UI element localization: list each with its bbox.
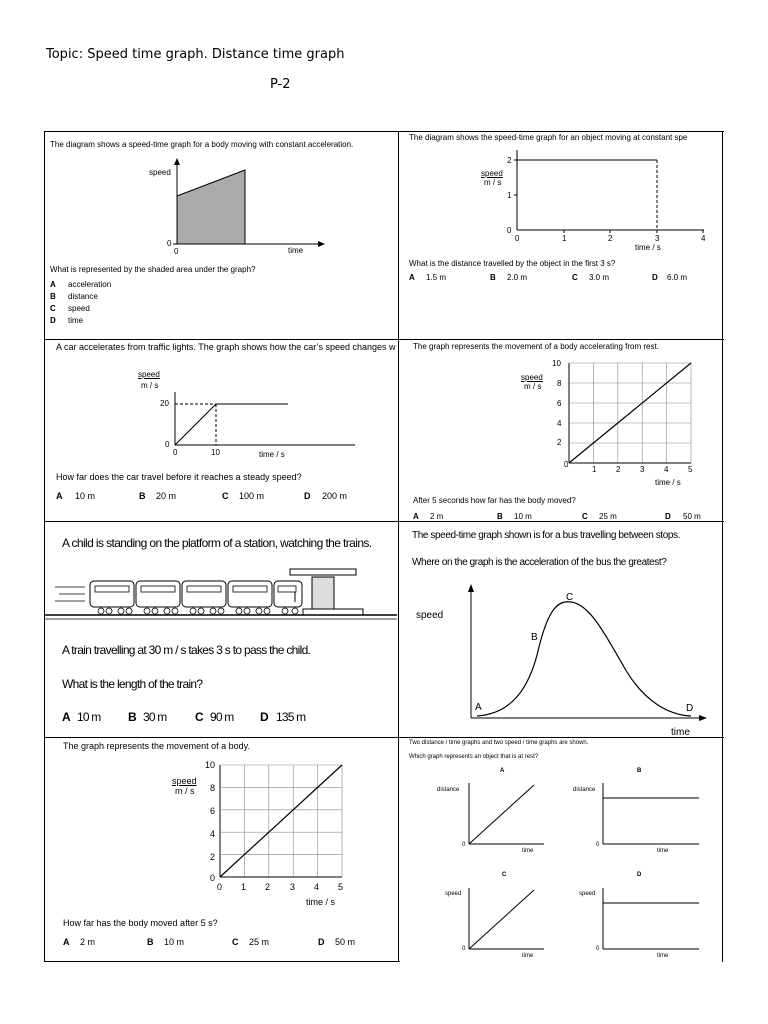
option-letter: C [232,937,239,947]
question-3 [45,340,397,520]
x-tick: 0 [217,882,223,892]
y-axis-label-top: speed [138,370,160,379]
y-tick: 8 [557,379,562,388]
option-text: 3.0 m [589,273,610,282]
y-tick: 0 [210,873,216,883]
graph-c-xlabel: time [522,953,534,959]
x-tick: 1 [241,882,247,892]
option-text: 10 m [75,491,96,501]
graph-b [603,783,699,844]
question-prompt: Which graph represents an object that is at rest? [409,754,539,760]
y-tick: 10 [205,760,216,770]
option-letter: C [50,304,56,313]
option-text: 20 m [156,491,177,501]
option-letter: D [304,491,311,501]
graph-b-xlabel: time [657,848,669,854]
graph-d-zero: 0 [596,946,600,952]
option-letter: A [62,710,71,724]
question-prompt: After 5 seconds how far has the body moved? [413,496,576,505]
option-text: 2 m [430,512,444,520]
option-letter: B [490,273,496,282]
graph-b-ylabel: distance [573,787,596,793]
question-2 [399,132,722,338]
graph-a-zero: 0 [462,842,466,848]
option-text: 2.0 m [507,273,528,282]
y-axis-label-top: speed [521,373,543,382]
page-number: P-2 [270,77,291,92]
y-axis-label-top: speed [172,776,197,786]
y-tick: 1 [507,191,512,200]
y-tick-20: 20 [160,399,169,408]
y-tick: 0 [507,226,512,235]
y-axis-label-top: speed [481,169,503,178]
option-text: 30 m [143,710,167,724]
x-axis-label: time / s [259,450,285,459]
x-tick: 3 [640,465,645,474]
graph-a [469,783,544,844]
question-text: The graph represents the movement of a body accelerating from rest. [413,342,659,351]
x-tick: 5 [688,465,693,474]
zero-label: 0 [167,239,172,248]
graph-d-ylabel: speed [579,891,596,897]
option-text: 50 m [683,512,701,520]
grid-line-bottom [44,961,400,962]
x-tick: 0 [515,234,520,243]
option-letter: C [222,491,229,501]
speed-line [177,170,245,244]
option-text: 2 m [80,937,96,947]
option-letter: D [318,937,325,947]
x-axis-label: time [671,727,690,736]
option-text: 90 m [210,710,234,724]
speed-line [569,363,691,463]
x-tick-10: 10 [211,448,220,457]
y-tick: 6 [210,806,216,816]
speed-time-graph [399,132,722,338]
option-letter: A [413,512,419,520]
question-text: A car accelerates from traffic lights. The graph shows how the car’s speed changes w [56,342,396,352]
y-tick: 8 [210,783,216,793]
graph-b-zero: 0 [596,842,600,848]
x-tick-0: 0 [173,448,178,457]
question-text: The diagram shows a speed-time graph for a body moving with constant acceleration. [50,140,354,149]
four-small-graphs [399,738,722,961]
y-axis-label-bottom: m / s [175,786,195,796]
y-axis-label-bottom: m / s [141,381,159,390]
option-letter: D [260,710,269,724]
graph-a-ylabel: distance [437,787,460,793]
question-6 [399,522,722,736]
y-tick: 2 [557,438,562,447]
graph-d-xlabel: time [657,953,669,959]
x-tick: 4 [701,234,706,243]
y-axis-label-bottom: m / s [484,178,502,187]
question-text: Two distance / time graphs and two speed / time graphs are shown. [409,740,589,746]
y-tick: 4 [210,829,216,839]
y-axis-label: speed [149,168,171,177]
graph-a-letter: A [500,768,505,774]
y-axis-arrow [174,158,180,165]
question-prompt: Where on the graph is the acceleration of the bus the greatest? [412,557,667,568]
option-text: time [68,316,84,325]
x-tick: 2 [265,882,271,892]
graph-c-letter: C [502,872,507,878]
option-text: 10 m [77,710,101,724]
option-text: 200 m [322,491,348,501]
x-tick: 4 [664,465,669,474]
option-text: 100 m [239,491,265,501]
x-tick: 4 [314,882,320,892]
option-text: 6.0 m [667,273,688,282]
option-letter: D [652,273,658,282]
option-letter: D [50,316,56,325]
option-letter: C [582,512,588,520]
zero-label-x: 0 [174,247,179,256]
graph-d [603,888,699,949]
speed-time-graph [45,132,397,338]
y-axis-label-bottom: m / s [524,382,542,391]
y-tick-0: 0 [165,440,170,449]
speed-line-accel [175,404,216,445]
graph-d-letter: D [637,872,642,878]
point-label-d: D [686,703,694,714]
y-tick: 2 [507,156,512,165]
question-text: A child is standing on the platform of a station, watching the trains. [62,536,372,550]
y-axis-label: speed [416,610,444,621]
question-7 [45,738,397,961]
option-text: acceleration [68,280,112,289]
question-prompt: How far has the body moved after 5 s? [63,918,218,928]
question-text: The speed-time graph shown is for a bus travelling between stops. [412,530,681,541]
y-tick: 10 [552,359,561,368]
x-tick: 1 [562,234,567,243]
bus-speed-time-graph [399,522,722,736]
x-axis-label: time / s [306,897,336,907]
speed-curve [477,602,694,716]
option-text: 1.5 m [426,273,447,282]
grid-line-right [722,131,723,962]
graph-c-zero: 0 [462,946,466,952]
train-station-illustration [45,522,397,736]
question-line: A train travelling at 30 m / s takes 3 s to pass the child. [62,643,311,657]
option-letter: A [409,273,415,282]
option-letter: C [195,710,204,724]
speed-line [220,765,342,877]
question-prompt: What is represented by the shaded area under the graph? [50,265,256,274]
graph-c [469,888,544,949]
option-text: speed [68,304,90,313]
x-axis-label: time / s [655,478,681,487]
option-letter: B [147,937,154,947]
graph-c-ylabel: speed [445,891,462,897]
question-8 [399,738,722,961]
option-letter: A [56,491,63,501]
question-text: The graph represents the movement of a body. [63,741,250,751]
x-tick: 2 [616,465,621,474]
x-tick: 2 [608,234,613,243]
question-1 [45,132,397,338]
option-letter: B [139,491,146,501]
option-letter: B [497,512,503,520]
train [55,581,302,614]
option-text: 10 m [164,937,185,947]
option-letter: A [50,280,56,289]
y-tick: 6 [557,399,562,408]
option-letter: A [63,937,70,947]
x-tick: 5 [338,882,344,892]
y-tick: 4 [557,419,562,428]
option-text: 135 m [276,710,306,724]
option-text: distance [68,292,98,301]
x-axis-label: time [288,246,304,255]
graph-a-xlabel: time [522,848,534,854]
question-prompt: How far does the car travel before it reaches a steady speed? [56,472,302,482]
y-tick: 2 [210,852,216,862]
question-5 [45,522,397,736]
graph-b-letter: B [637,768,642,774]
question-prompt: What is the distance travelled by the object in the first 3 s? [409,259,616,268]
option-letter: B [128,710,137,724]
option-letter: B [50,292,56,301]
question-prompt: What is the length of the train? [62,677,203,691]
option-text: 10 m [514,512,532,520]
y-tick: 0 [564,460,569,469]
point-label-b: B [531,632,538,643]
x-axis-label: time / s [635,243,661,252]
option-text: 25 m [599,512,617,520]
option-letter: C [572,273,578,282]
x-tick: 3 [290,882,296,892]
page-topic: Topic: Speed time graph. Distance time graph [46,47,345,62]
x-tick: 1 [592,465,597,474]
option-text: 25 m [249,937,270,947]
option-text: 50 m [335,937,356,947]
question-text: The diagram shows the speed-time graph for an object moving at constant spe [409,133,688,142]
x-axis-arrow [318,241,325,247]
question-4 [399,340,722,520]
x-tick: 3 [655,234,660,243]
option-letter: D [665,512,671,520]
point-label-c: C [566,592,574,603]
point-label-a: A [475,702,482,713]
